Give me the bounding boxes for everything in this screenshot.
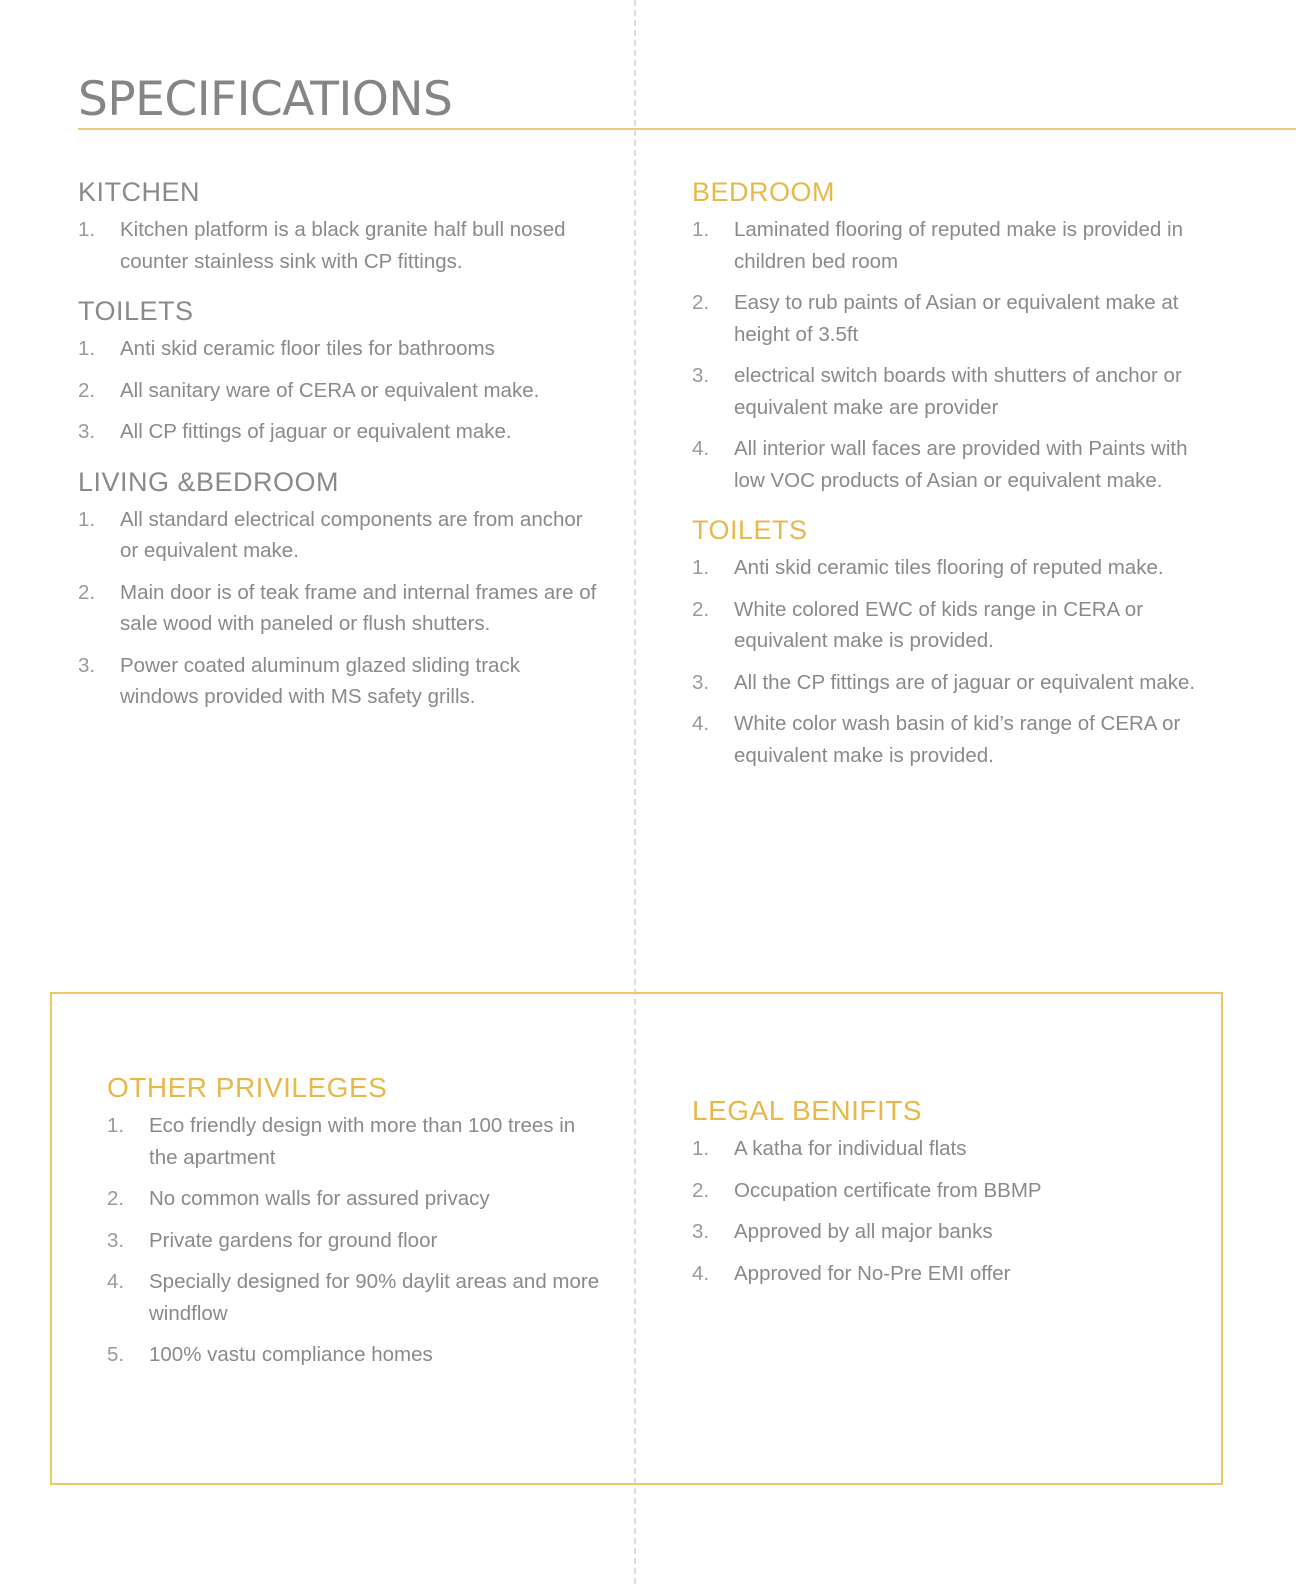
list-item [692,708,1212,771]
list-item [692,433,1212,496]
legal-benefits-section [692,1095,1192,1307]
item-text: Eco friendly design with more than 100 trees in the apartment [149,1114,576,1169]
section-heading: BEDROOM [692,177,836,207]
item-number: 2. [692,1178,710,1202]
item-text: All the CP fittings are of jaguar or equivalent make. [734,670,1196,694]
list-item [692,1133,1192,1165]
item-number: 1. [692,556,710,579]
other-privileges-section [107,1072,602,1389]
section-bedroom [692,176,1212,496]
item-number: 1. [78,218,96,241]
spec-list [692,1133,1192,1289]
item-text: All standard electrical components are from anchor or equivalent make. [120,507,583,562]
spec-list [78,214,598,277]
item-text: No common walls for assured privacy [149,1187,490,1210]
item-number: 4. [692,712,710,735]
list-item [78,333,598,365]
list-item [78,577,598,640]
list-item [107,1183,602,1215]
item-number: 1. [692,1137,710,1160]
item-number: 1. [78,337,96,360]
item-number: 5. [107,1343,125,1366]
spec-list [78,504,598,713]
list-item [692,594,1212,657]
right-column [692,176,1212,789]
list-item [107,1225,602,1257]
title-underline [78,128,1296,130]
spec-list [78,333,598,448]
list-item [692,552,1212,584]
left-column [78,176,598,731]
item-number: 3. [692,1220,710,1243]
item-text: A katha for individual flats [734,1137,967,1160]
item-text: Approved by all major banks [734,1220,993,1243]
item-text: Laminated flooring of reputed make is provided in children bed room [734,218,1183,273]
item-text: All sanitary ware of CERA or equivalent make. [120,378,540,402]
list-item [78,416,598,448]
item-text: Kitchen platform is a black granite half bull nosed counter stainless sink with CP fittings. [120,218,566,273]
item-number: 4. [107,1270,125,1293]
item-number: 3. [78,420,96,443]
spec-list [692,214,1212,496]
item-text: Private gardens for ground floor [149,1228,438,1252]
spec-list [107,1110,602,1371]
list-item [692,1258,1192,1290]
item-number: 1. [78,507,96,531]
list-item [78,375,598,407]
spec-list [692,552,1212,771]
item-text: All interior wall faces are provided with Paints with low VOC products of Asian or equivalent make. [734,437,1188,492]
section-heading: TOILETS [692,515,808,545]
item-number: 2. [78,378,96,402]
section-heading: LIVING &BEDROOM [78,466,340,497]
item-number: 3. [78,653,96,677]
list-item [692,214,1212,277]
list-item [107,1266,602,1329]
item-number: 1. [107,1114,125,1137]
item-number: 3. [692,364,710,387]
list-item [78,214,598,277]
item-text: Easy to rub paints of Asian or equivalent make at height of 3.5ft [734,291,1179,346]
item-number: 3. [107,1228,125,1252]
page-title: SPECIFICATIONS [78,72,453,127]
item-text: All CP fittings of jaguar or equivalent make. [120,420,512,443]
section-heading: LEGAL BENIFITS [692,1095,923,1126]
item-number: 1. [692,218,710,241]
list-item [107,1339,602,1371]
item-text: 100% vastu compliance homes [149,1343,433,1366]
item-text: Specially designed for 90% daylit areas and more windflow [149,1270,600,1325]
item-number: 2. [692,597,710,621]
list-item [692,667,1212,699]
item-text: Occupation certificate from BBMP [734,1178,1042,1202]
list-item [692,360,1212,423]
item-text: White color wash basin of kid’s range of CERA or equivalent make is provided. [734,712,1181,767]
section-heading: OTHER PRIVILEGES [107,1072,388,1103]
item-number: 2. [78,580,96,604]
list-item [692,1216,1192,1248]
item-number: 3. [692,670,710,694]
list-item [78,650,598,713]
item-number: 2. [107,1187,125,1210]
item-text: electrical switch boards with shutters of anchor or equivalent make are provider [734,364,1182,419]
section-toilets [78,295,598,448]
list-item [692,1175,1192,1207]
section-living-bedroom [78,466,598,713]
item-text: Power coated aluminum glazed sliding track windows provided with MS safety grills. [120,653,520,708]
list-item [107,1110,602,1173]
item-text: White colored EWC of kids range in CERA or equivalent make is provided. [734,597,1144,652]
section-heading: KITCHEN [78,177,201,207]
section-toilets-kids [692,514,1212,771]
item-text: Main door is of teak frame and internal frames are of sale wood with paneled or flush shutters. [120,580,597,635]
list-item [692,287,1212,350]
item-text: Anti skid ceramic tiles flooring of reputed make. [734,556,1164,579]
item-text: Approved for No-Pre EMI offer [734,1261,1011,1285]
section-kitchen [78,176,598,277]
section-heading: TOILETS [78,296,194,326]
item-number: 4. [692,437,710,460]
item-number: 2. [692,291,710,314]
item-number: 4. [692,1261,710,1285]
list-item [78,504,598,567]
item-text: Anti skid ceramic floor tiles for bathrooms [120,337,495,360]
